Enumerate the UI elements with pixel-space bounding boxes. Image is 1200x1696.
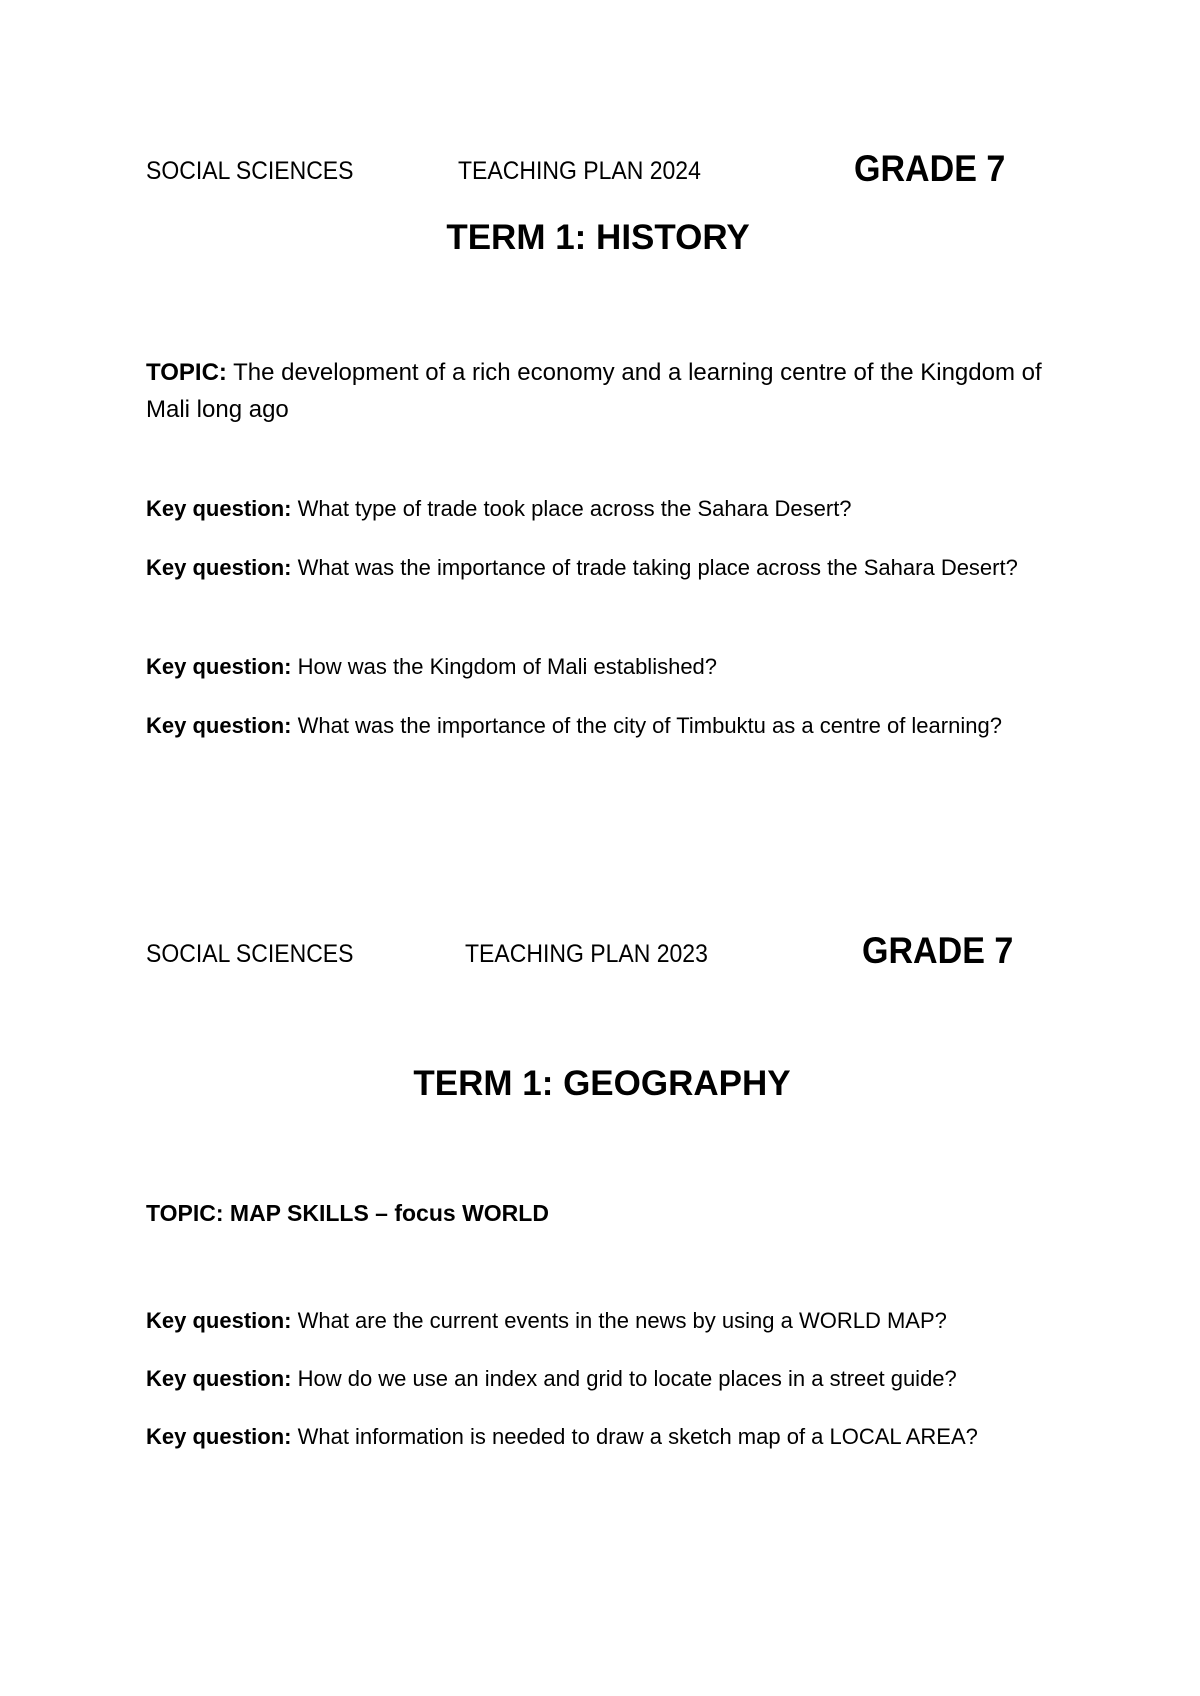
key-question-label: Key question: bbox=[146, 1424, 292, 1449]
geography-header-plan: TEACHING PLAN 2023 bbox=[465, 940, 708, 968]
key-question-label: Key question: bbox=[146, 1308, 292, 1333]
history-key-question-2 bbox=[146, 547, 1063, 589]
key-question-text: What are the current events in the news by using a WORLD MAP? bbox=[291, 1308, 947, 1333]
key-question-text: How was the Kingdom of Mali established? bbox=[291, 654, 718, 679]
geography-topic: TOPIC: MAP SKILLS – focus WORLD bbox=[146, 1200, 549, 1226]
history-key-question-4 bbox=[146, 705, 1063, 747]
history-header-subject: SOCIAL SCIENCES bbox=[146, 157, 354, 185]
history-topic-label: TOPIC: bbox=[146, 359, 227, 386]
history-term-title bbox=[0, 218, 1200, 258]
geography-header-subject: SOCIAL SCIENCES bbox=[146, 940, 354, 968]
geography-header-grade: GRADE 7 bbox=[862, 930, 1014, 971]
history-key-question-1 bbox=[146, 488, 1063, 530]
history-key-question-3 bbox=[146, 646, 1063, 688]
geography-key-question-2 bbox=[146, 1358, 1063, 1400]
geography-key-question-3 bbox=[146, 1416, 1063, 1458]
geography-term-title-text: TERM 1: GEOGRAPHY bbox=[413, 1064, 791, 1103]
key-question-label: Key question: bbox=[146, 1366, 292, 1391]
key-question-label: Key question: bbox=[146, 654, 292, 679]
geography-key-question-1 bbox=[146, 1300, 1063, 1342]
history-topic-text: The development of a rich economy and a learning centre of the Kingdom of Mali long ago bbox=[146, 359, 1042, 423]
key-question-text: What information is needed to draw a sketch map of a LOCAL AREA? bbox=[291, 1424, 978, 1449]
geography-term-title bbox=[0, 1064, 1200, 1104]
key-question-label: Key question: bbox=[146, 713, 292, 738]
key-question-text: What was the importance of trade taking place across the Sahara Desert? bbox=[291, 555, 1018, 580]
history-term-title-text: TERM 1: HISTORY bbox=[446, 218, 750, 257]
key-question-label: Key question: bbox=[146, 496, 292, 521]
history-topic bbox=[146, 354, 1066, 428]
key-question-text: What was the importance of the city of Timbuktu as a centre of learning? bbox=[291, 713, 1002, 738]
key-question-label: Key question: bbox=[146, 555, 292, 580]
key-question-text: How do we use an index and grid to locate places in a street guide? bbox=[291, 1366, 957, 1391]
key-question-text: What type of trade took place across the Sahara Desert? bbox=[291, 496, 852, 521]
history-header-plan: TEACHING PLAN 2024 bbox=[458, 157, 701, 185]
history-header-grade: GRADE 7 bbox=[854, 148, 1006, 189]
